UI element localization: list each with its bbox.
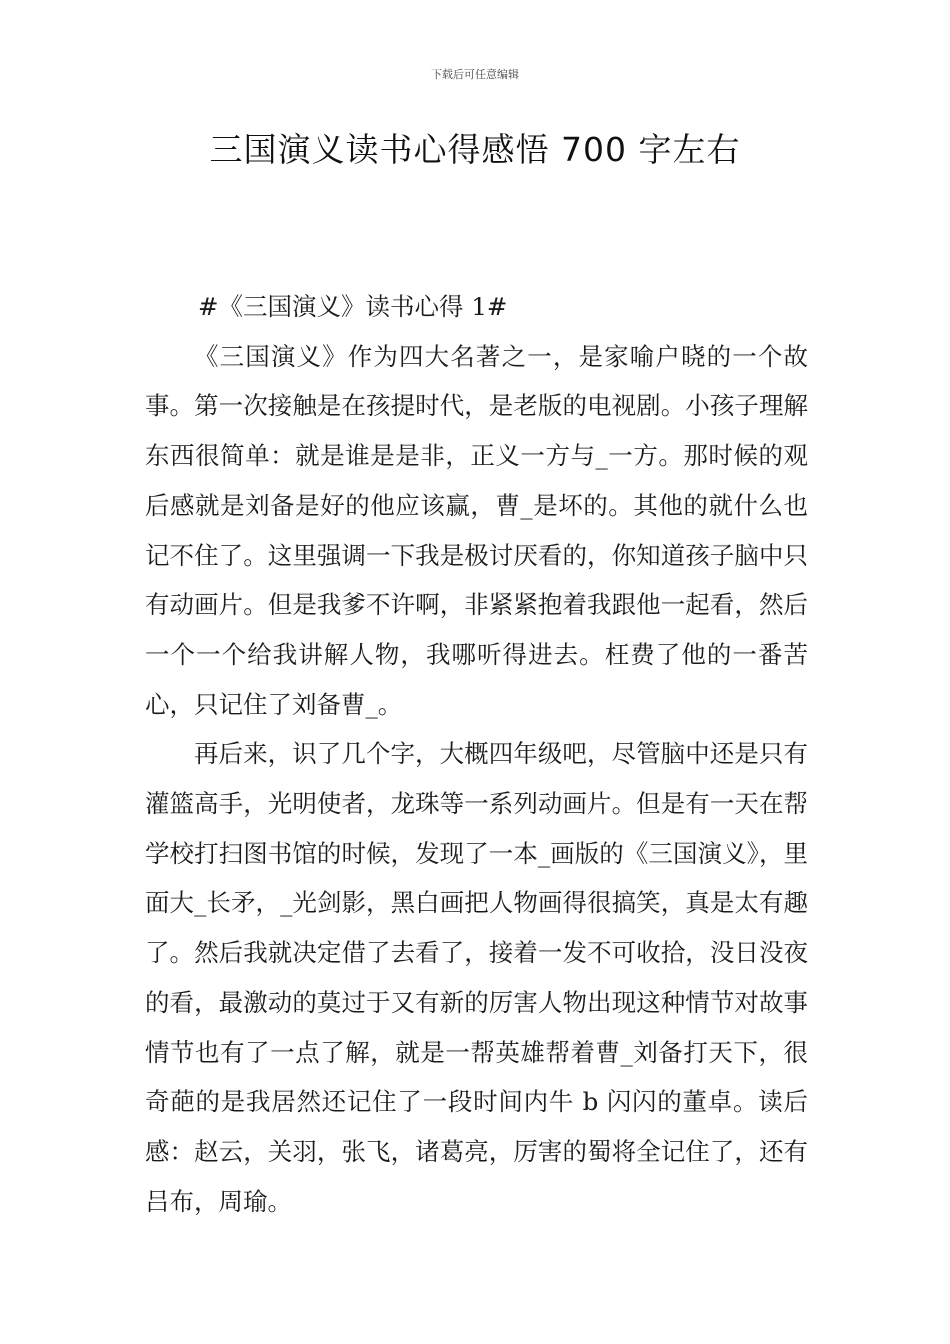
document-body — [145, 282, 808, 1226]
header-note: 下载后可任意编辑 — [431, 68, 519, 81]
section-heading: #《三国演义》读书心得 1# — [198, 292, 508, 321]
paragraph-1: 《三国演义》作为四大名著之一，是家喻户晓的一个故事。第一次接触是在孩提时代，是老版的电视剧。小孩子理解东西很简单：就是谁是是非，正义一方与_一方。那时候的观后感就是刘备是好的他应该赢，曹_是坏的。其他的就什么也记不住了。这里强调一下我是极讨厌看的，你知道孩子脑中只有动画片。但是我爹不许啊，非紧紧抱着我跟他一起看，然后一个一个给我讲解人物，我哪听得进去。枉费了他的一番苦心，只记住了刘备曹_。 — [145, 341, 808, 719]
document-title: 三国演义读书心得感悟 700 字左右 — [209, 130, 741, 169]
paragraph-2: 再后来，识了几个字，大概四年级吧，尽管脑中还是只有灌篮高手，光明使者，龙珠等一系列动画片。但是有一天在帮学校打扫图书馆的时候，发现了一本_画版的《三国演义》，里面大_长矛，_光剑影，黑白画把人物画得很搞笑，真是太有趣了。然后我就决定借了去看了，接着一发不可收拾，没日没夜的看，最激动的莫过于又有新的厉害人物出现这种情节对故事情节也有了一点了解，就是一帮英雄帮着曹_刘备打天下，很奇葩的是我居然还记住了一段时间内牛 b 闪闪的董卓。读后感：赵云，关羽，张飞，诸葛亮，厉害的蜀将全记住了，还有吕布，周瑜。 — [145, 739, 808, 1216]
